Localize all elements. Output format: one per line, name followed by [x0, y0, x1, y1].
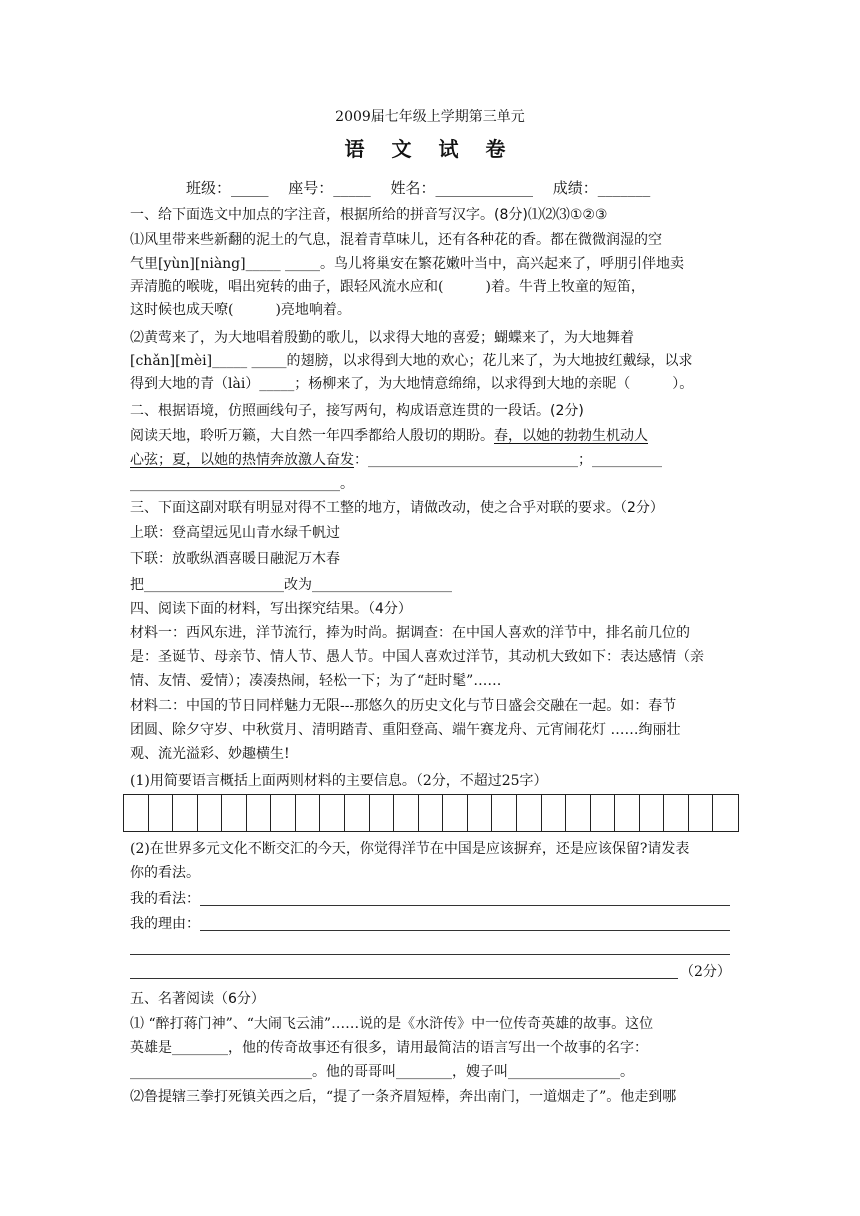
- s2-line-1-text: 阅读天地，聆听万籁，大自然一年四季都给人殷切的期盼。: [130, 428, 494, 444]
- s2-underlined-sentence-part-2: 心弦；夏，以她的热情奔放激人奋发: [130, 452, 354, 468]
- s2-line-1: [130, 427, 648, 445]
- exam-title: 语 文 试 卷: [344, 137, 516, 161]
- s1-p1-line-3: 弄清脆的喉咙，唱出宛转的曲子，跟轻风流水应和( )着。牛背上牧童的短笛，: [130, 279, 645, 295]
- s2-answer-blanks: ：______________________________；__________: [354, 452, 662, 468]
- section-5-heading: 五、名著阅读（6分）: [130, 991, 265, 1007]
- s1-p2-line-3: 得到大地的青（lài）_____；杨柳来了，为大地情意绵绵，以求得到大地的亲昵（ ）。: [130, 376, 694, 392]
- my-reason-answer-line-2[interactable]: [130, 954, 730, 955]
- s5-q1-line-3: __________________________。他的哥哥叫________，嫂子叫________________。: [130, 1064, 634, 1080]
- s1-p1-line-2: 气里[yùn][niàng]_____ _____。鸟儿将巢安在繁花嫩叶当中，高兴起来了，呼朋引伴地卖: [130, 256, 685, 272]
- material-2-line-3: 观、流光溢彩、妙趣横生!: [130, 746, 290, 762]
- answer-grid[interactable]: [123, 794, 739, 832]
- couplet-change-line: 把____________________改为____________________: [130, 577, 452, 593]
- couplet-lower: 下联：放歌纵酒喜暖日融泥万木春: [130, 551, 340, 567]
- my-reason-answer-line-1[interactable]: [200, 930, 730, 931]
- couplet-upper: 上联：登高望远见山青水绿千帆过: [130, 525, 340, 541]
- material-1-line-2: 是：圣诞节、母亲节、情人节、愚人节。中国人喜欢过洋节，其动机大致如下：表达感情（亲: [130, 649, 704, 665]
- material-1-line-3: 情、友情、爱情）；凑凑热闹，轻松一下；为了“赶时髦”……: [130, 673, 502, 689]
- s1-p2-line-2: [chǎn][mèi]_____ _____的翅膀，以求得到大地的欢心；花儿来了，为大地披红戴绿，以求: [130, 353, 693, 369]
- s2-line-2: [130, 451, 662, 469]
- section-4-heading: 四、阅读下面的材料，写出探究结果。（4分）: [130, 601, 412, 617]
- my-reason-label: 我的理由：: [130, 916, 200, 932]
- s5-q1-line-2: 英雄是________，他的传奇故事还有很多，请用最简洁的语言写出一个故事的名字：: [130, 1040, 648, 1056]
- my-view-answer-line[interactable]: [200, 905, 730, 906]
- student-info-line: 班级：_____ 座号：_____ 姓名：_____________ 成绩：_______: [186, 179, 651, 197]
- s2-line-3: ______________________________。: [130, 476, 354, 492]
- s1-p1-line-4: 这时候也成天嘹( )亮地响着。: [130, 302, 351, 318]
- section-3-heading: 三、下面这副对联有明显对得不工整的地方，请做改动，使之合乎对联的要求。（2分）: [130, 500, 664, 516]
- my-reason-answer-line-3[interactable]: [130, 978, 678, 979]
- section-2-heading: 二、根据语境，仿照画线句子，接写两句，构成语意连贯的一段话。(2分): [130, 403, 584, 419]
- s2-underlined-sentence-part-1: 春，以她的勃勃生机动人: [494, 428, 648, 444]
- s5-q1-line-1: ⑴ “醉打蒋门神”、“大闹飞云浦”……说的是《水浒传》中一位传奇英雄的故事。这位: [130, 1016, 654, 1032]
- s4-question-2-line-1: (2)在世界多元文化不断交汇的今天，你觉得洋节在中国是应该摒弃，还是应该保留?请发表: [130, 841, 690, 857]
- s4-points: （2分）: [680, 964, 731, 980]
- material-2-line-1: 材料二：中国的节日同样魅力无限---那悠久的历史文化与节日盛会交融在一起。如：春节: [130, 698, 677, 714]
- s4-question-2-line-2: 你的看法。: [130, 865, 200, 881]
- my-view-label: 我的看法：: [130, 891, 200, 907]
- exam-subtitle: 2009届七年级上学期第三单元: [335, 109, 525, 125]
- s4-question-1: (1)用简要语言概括上面两则材料的主要信息。（2分，不超过25字）: [130, 773, 548, 789]
- s1-p1-line-1: ⑴风里带来些新翻的泥土的气息，混着青草味儿，还有各种花的香。都在微微润湿的空: [130, 232, 662, 248]
- material-1-line-1: 材料一：西风东进，洋节流行，捧为时尚。据调查：在中国人喜欢的洋节中，排名前几位的: [130, 625, 690, 641]
- s5-q2-line-1: ⑵鲁提辖三拳打死镇关西之后，“提了一条齐眉短棒，奔出南门，一道烟走了”。他走到哪: [130, 1089, 677, 1105]
- material-2-line-2: 团圆、除夕守岁、中秋赏月、清明踏青、重阳登高、端午赛龙舟、元宵闹花灯 ……绚丽壮: [130, 722, 681, 738]
- section-1-heading: 一、给下面选文中加点的字注音，根据所给的拼音写汉字。(8分)⑴⑵⑶①②③: [130, 207, 608, 223]
- s1-p2-line-1: ⑵黄莺来了，为大地唱着殷勤的歌儿，以求得大地的喜爱；蝴蝶来了，为大地舞着: [130, 330, 634, 346]
